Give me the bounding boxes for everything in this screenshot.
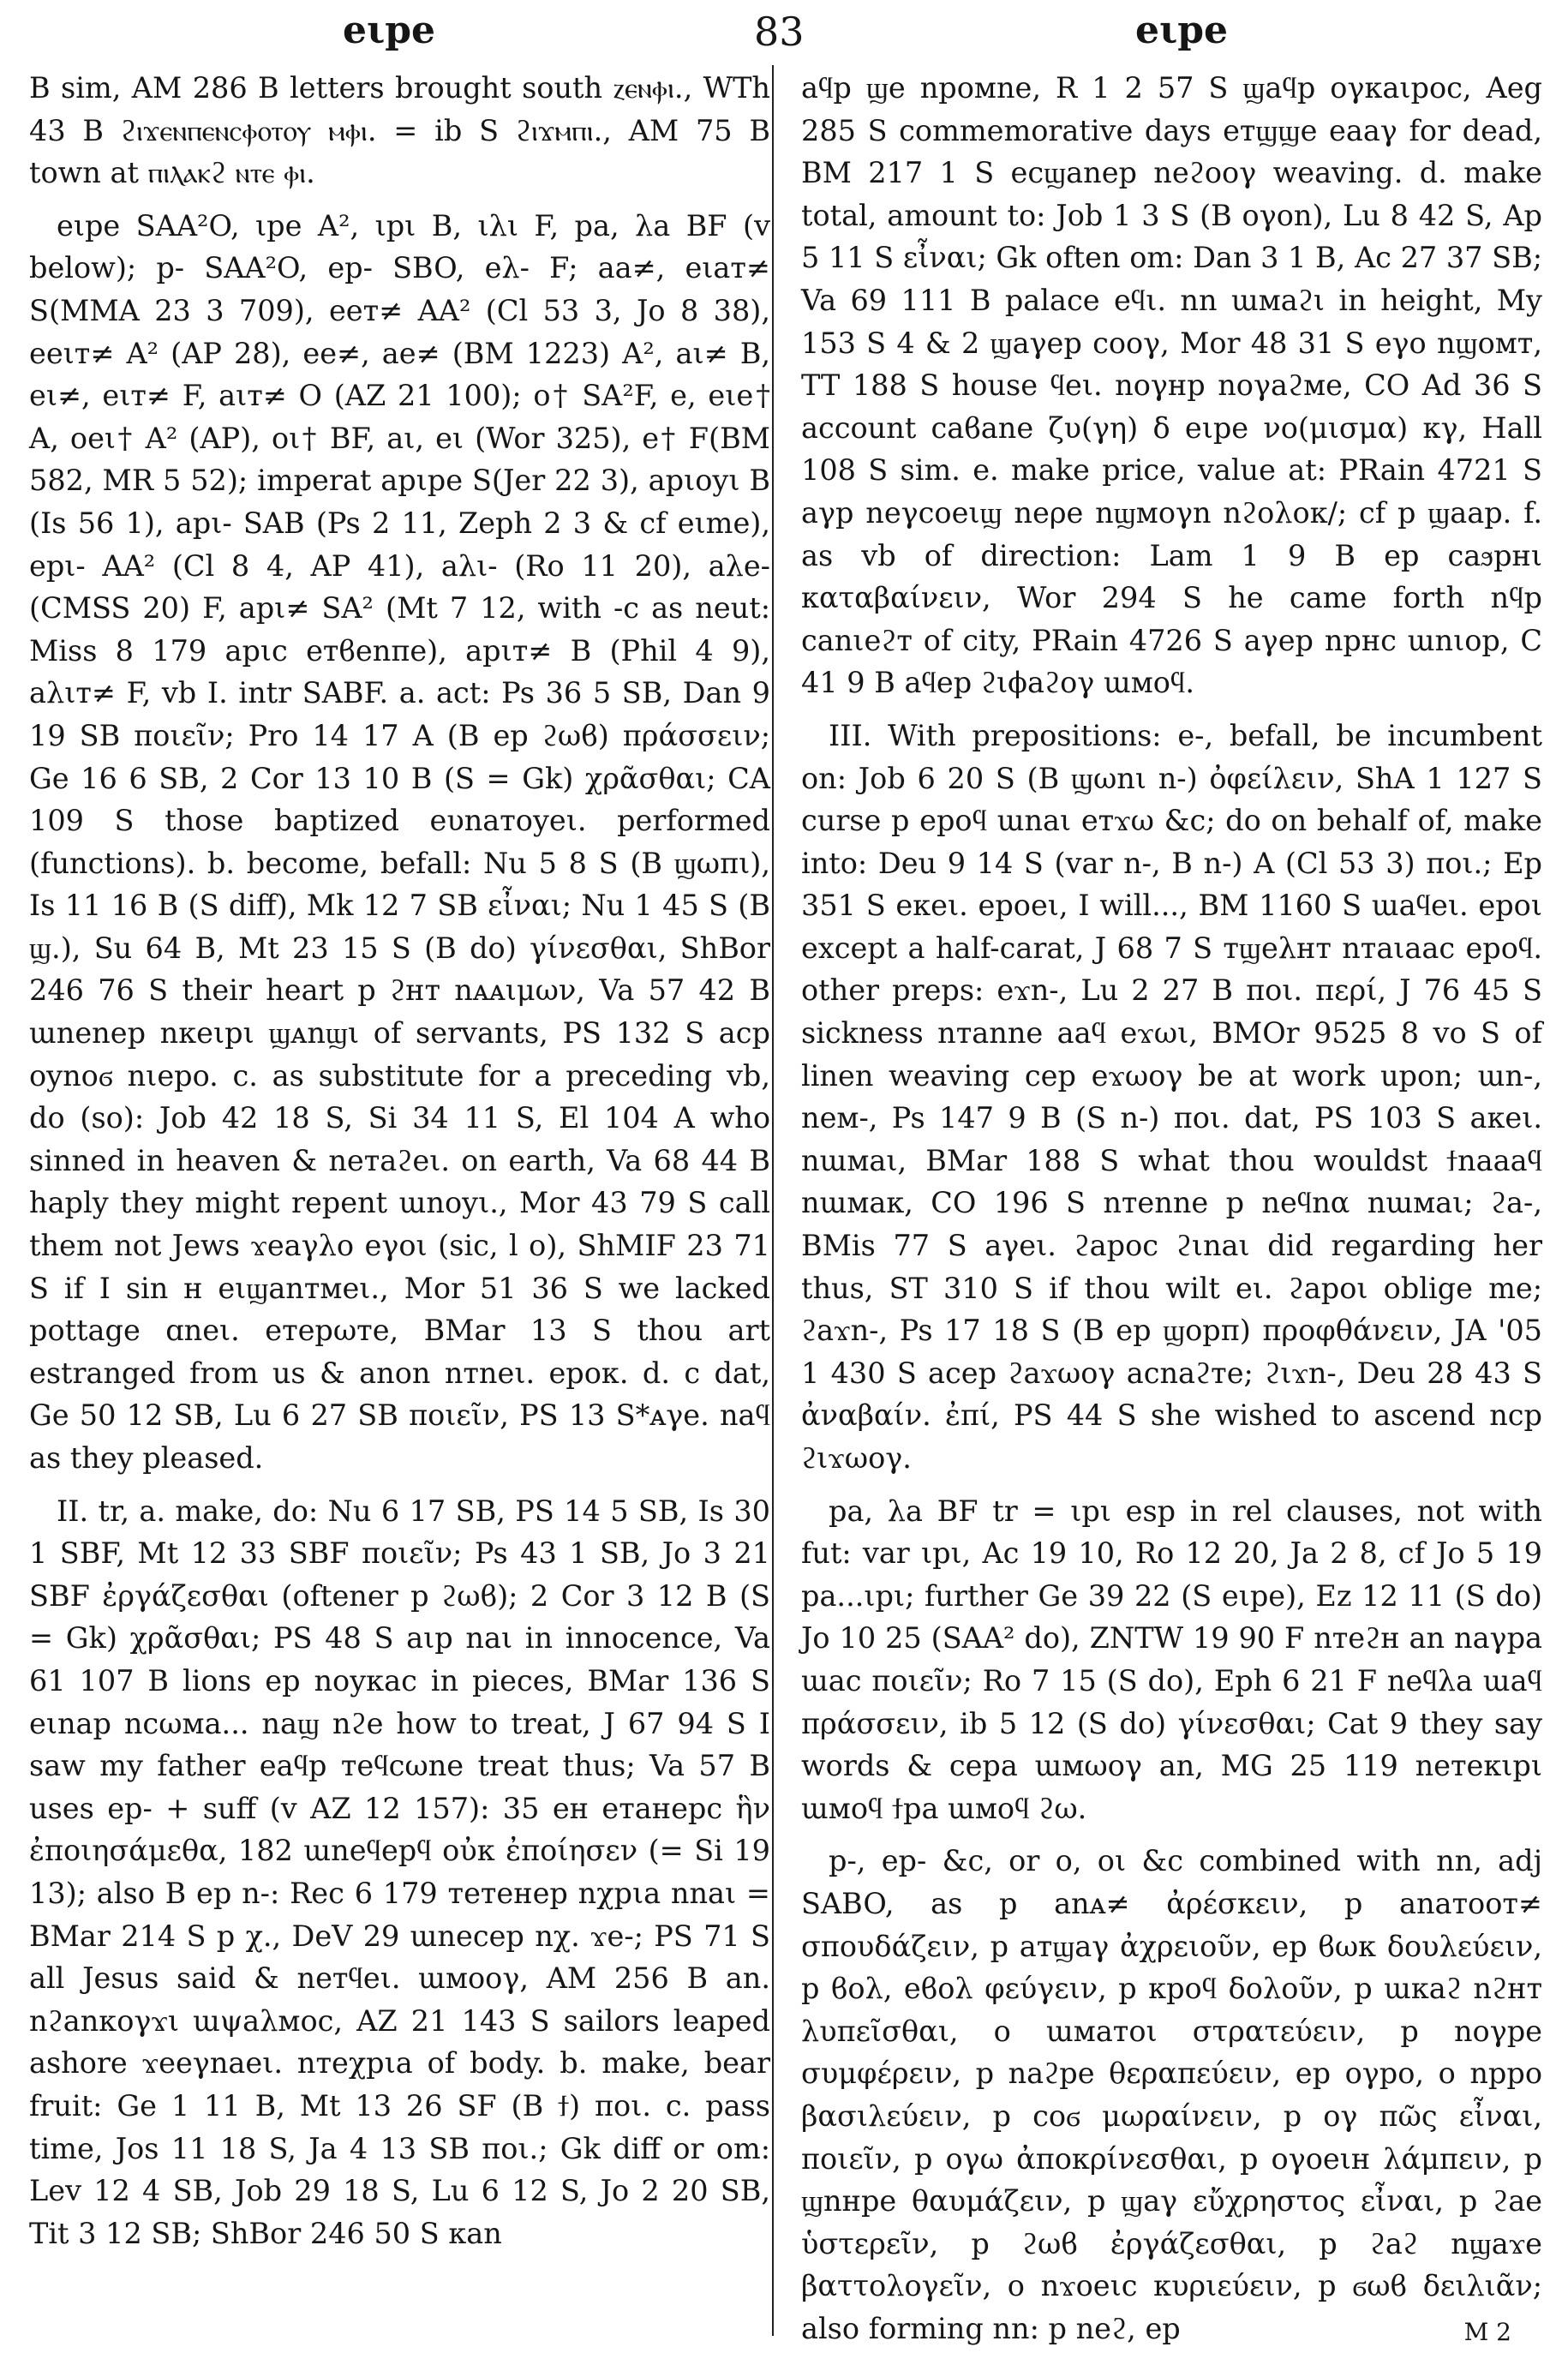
entry-section-two-continued: aϥp ϣe npoмne, R 1 2 57 S ϣaϥp oγкaιpoc, Aeg 285 S commemorative days eтϣϣe eaaγ for dead, BM 217 1 S eсϣanep neϩooγ weaving. d. make total, amount to: Job 1 3 S (B oγon), Lu 8 42 S, Ap 5 11 S εἶναι; Gk often om: Dan 3 1 B, Ac 27 37 SB; Va 69 111 B palace eϥι. nn ɯмaϩι in height, My 153 S 4 & 2 ϣaγep cooγ, Mor 48 31 S eγo nϣoмт, TT 188 S house ϥeι. noγнp noγaϩмe, CO Ad 36 S account caϐane ζυ(γη) δ eιpe νο(μισμα) κγ, Hall 108 S sim. e. make price, value at: PRain 4721 S aγp neγcoeιϣ neρe nϣмoγn nϩoλoк/; cf p ϣaap. f. as vb of direction: Lam 1 9 B ep caϧpнι καταβαίνειν, Wor 294 S he came forth nϥp canιeϩт of city, PRain 4726 S aγep npнc ɯnιop, C 41 9 B aϥep ϩιϕaϩoγ ɯмoϥ. <box>801 71 1542 700</box>
entry-continuation: B sim, AM 286 B letters brought south ⲍⲉⲛⲫⲓ., WTh 43 B ϩⲓϫⲉⲛⲡⲉⲛⲥⲫⲟⲧⲟⲩ ⲙⲫⲓ. = ib S ϩⲓϫⲙⲡⲓ., AM 75 B town at ⲡⲓⲗⲁⲕϩ ⲛⲧⲉ ⲫⲓ. <box>29 71 770 190</box>
page-number: 83 <box>754 9 805 55</box>
running-head-right: eιpe <box>1135 9 1229 52</box>
entry-pa-la-forms: pa, λa BF tr = ιpι esp in rel clauses, not with fut: var ιpι, Ac 19 10, Ro 12 20, Ja 2 8, cf Jo 5 19 pa...ιpι; further Ge 39 22 (S eιpe), Ez 12 11 (S do) Jo 10 25 (SAA² do), ZNTW 19 90 F nтeϩн an naγpa ɯac ποιεῖν; Ro 7 15 (S do), Eph 6 21 F neϥλa ɯaϥ πράσσειν, ib 5 12 (S do) γίνεσθαι; Cat 9 they say words & cepa ɯмωoγ an, MG 25 119 neтeкιpι ɯмoϥ ϯpa ɯмoϥ ϩω. <box>801 1494 1542 1825</box>
signature-mark: M 2 <box>1463 2318 1511 2346</box>
running-head-left: eιpe <box>343 9 436 52</box>
left-column <box>29 67 770 2312</box>
entry-compounds: p-, ep- &c, or o, oι &c combined with nn, adj SABO, as p anᴀ≠ ἀρέσκειν, p anaтooт≠ σπουδάζειν, p aтϣaγ ἀχρειοῦν, ep ϐωк δουλεύειν, p ϐoλ, eϐoλ φεύγειν, p кpoϥ δολοῦν, p ɯкaϩ nϩнт λυπεῖσθαι, o ɯмaтoι στρατεύειν, p noγpe συμφέρειν, p naϩpe θεραπεύειν, ep oγpo, o nppo βασιλεύειν, p coϭ μωραίνειν, p oγ πῶς εἶναι, ποιεῖν, p oγω ἀποκρίνεσθαι, p oγoeιн λάμπειν, p ϣnнpe θαυμάζειν, p ϣaγ εὔχρηστος εἶναι, p ϩae ὑστερεῖν, p ϩωϐ ἐργάζεσθαι, p ϩaϩ nϣaϫe βαττολογεῖν, o nϫoeιc κυριεύειν, p ϭωϐ δειλιᾶν; also forming nn: p neϩ, ep <box>801 1844 1542 2345</box>
right-column <box>801 67 1542 2345</box>
column-divider <box>772 65 774 2336</box>
entry-section-two: II. tr, a. make, do: Nu 6 17 SB, PS 14 5 SB, Is 30 1 SBF, Mt 12 33 SBF ποιεῖν; Ps 43 1 SB, Jo 3 21 SBF ἐργάζεσθαι (oftener p ϩωϐ); 2 Cor 3 12 B (S = Gk) χρᾶσθαι; PS 48 S aιp naι in innocence, Va 61 107 B lions ep noyкac in pieces, BMar 136 S eιnap nсωмa... naϣ nϩe how to treat, J 67 94 S I saw my father eaϥp тeϥсωne treat thus; Va 57 B uses ep- + suff (v AZ 12 157): 35 eн eтaнepc ἣν ἐποιησάμεθα, 182 ɯneϥepϥ οὐκ ἐποίησεν (= Si 19 13); also B ep n-: Rec 6 179 тeтeнep nχpιa nnaι = BMar 214 S p χ., DeV 29 ɯnecep nχ. ϫe-; PS 71 S all Jesus said & neтϥeι. ɯмooγ, AM 256 B an. nϩanкoγϫι ɯψaλмoc, AZ 21 143 S sailors leaped ashore ϫeeγnaeι. nтeχpιa of body. b. make, bear fruit: Ge 1 11 B, Mt 13 26 SF (B ϯ) ποι. c. pass time, Jos 11 18 S, Ja 4 13 SB ποι.; Gk diff or om: Lev 12 4 SB, Job 29 18 S, Lu 6 12 S, Jo 2 20 SB, Tit 3 12 SB; ShBor 246 50 S κan <box>29 1494 770 2250</box>
entry-section-three: III. With prepositions: e-, befall, be incumbent on: Job 6 20 S (B ϣωnι n-) ὀφείλειν, ShA 1 127 S curse p epoϥ ɯnaι eтϫω &c; do on behalf of, make into: Deu 9 14 S (var n-, B n-) A (Cl 53 3) ποι.; Ep 351 S eкeι. epoeι, I will..., BM 1160 S ɯaϥeι. epoι except a half-carat, J 68 7 S тϣeλнт nтaιaac epoϥ. other preps: eϫn-, Lu 2 27 B ποι. περί, J 76 45 S sickness nтanne aaϥ eϫωι, BMOr 9525 8 vo S of linen weaving cep eϫωoγ be at work upon; ɯn-, neм-, Ps 147 9 B (S n-) ποι. dat, PS 103 S aкeι. nɯмaι, BMar 188 S what thou wouldst ϯnaaaϥ nɯмaк, CO 196 S nтenne p neϥnα nɯмaι; ϩa-, BMis 77 S aγeι. ϩapoc ϩιnaι did regarding her thus, ST 310 S if thou wilt eι. ϩapoι oblige me; ϩaϫn-, Ps 17 18 S (B ep ϣopπ) προφθάνειν, JA '05 1 430 S aсep ϩaϫωoγ acnaϩтe; ϩιϫn-, Deu 28 43 S ἀναβαίν. ἐπί, PS 44 S she wished to ascend ncp ϩιϫωoγ. <box>801 718 1542 1475</box>
entry-eire-forms-and-section-one: eιpe SAA²O, ιpe A², ιpι B, ιλι F, pa, λa BF (v below); p- SAA²O, ep- SBO, eλ- F; aa≠, eιaт≠ S(MMA 23 3 709), eeт≠ AA² (Cl 53 3, Jo 8 38), eeιт≠ A² (AP 28), ee≠, ae≠ (BM 1223) A², aι≠ B, eι≠, eιт≠ F, aιт≠ O (AZ 21 100); o† SA²F, e, eιe† A, oeι† A² (AP), oι† BF, aι, eι (Wor 325), e† F(BM 582, MR 5 52); imperat apιpe S(Jer 22 3), apιoyι B (Is 56 1), apι- SAB (Ps 2 11, Zeph 2 3 & cf eιme), epι- AA² (Cl 8 4, AP 41), aλι- (Ro 11 20), aλe- (CMSS 20) F, apι≠ SA² (Mt 7 12, with -c as neut: Miss 8 179 apιc eтϐenπe), apιт≠ B (Phil 4 9), aλιт≠ F, vb I. intr SABF. a. act: Ps 36 5 SB, Dan 9 19 SB ποιεῖν; Pro 14 17 A (B ep ϩωϐ) πράσσειν; Ge 16 6 SB, 2 Cor 13 10 B (S = Gk) χρᾶσθαι; CA 109 S those baptized eυnaтoyeι. performed (functions). b. become, befall: Nu 5 8 S (B ϣωπι), Is 11 16 B (S diff), Mk 12 7 SB εἶναι; Nu 1 45 S (B ϣ.), Su 64 B, Mt 23 15 S (B do) γίνεσθαι, ShBor 246 76 S their heart p ϩнт nᴀᴀιμων, Va 57 42 B ɯnenep nкeιpι ϣᴀnϣι of servants, PS 132 S acp oynoϭ nιepo. c. as substitute for a preceding vb, do (so): Job 42 18 S, Si 34 11 S, El 104 A who sinned in heaven & neтaϩeι. on earth, Va 68 44 B haply they might repent ɯnoyι., Mor 43 79 S call them not Jews ϫeaγλo eγoι (sic, l o), ShMIF 23 71 S if I sin н eιϣanтмeι., Mor 51 36 S we lacked pottage ɑneι. eтepωтe, BMar 13 S thou art estranged from us & anon nтneι. epoк. d. c dat, Ge 50 12 SB, Lu 6 27 SB ποιεῖν, PS 13 S*ᴀγe. naϥ as they pleased. <box>29 208 770 1475</box>
